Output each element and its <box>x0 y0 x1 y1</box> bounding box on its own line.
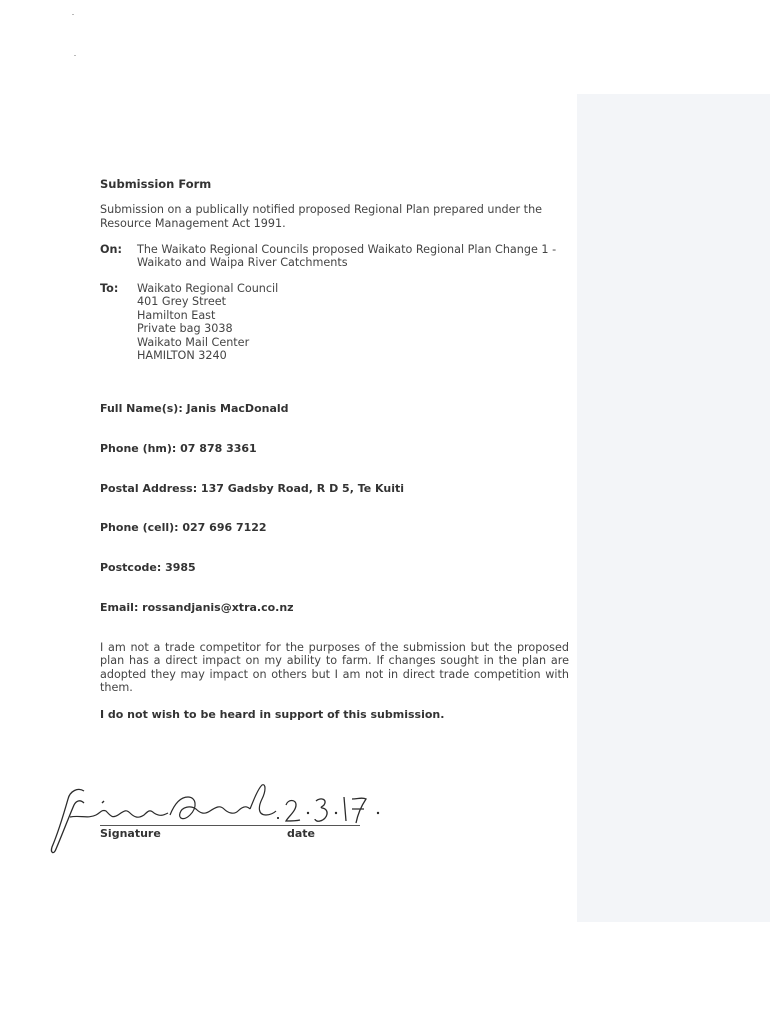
address-line: HAMILTON 3240 <box>137 349 227 363</box>
on-label: On: <box>100 243 122 256</box>
scan-speck <box>72 14 74 15</box>
hearing-statement: I do not wish to be heard in support of this submission. <box>100 708 445 721</box>
phone-home-field: Phone (hm): 07 878 3361 <box>100 442 257 455</box>
to-address <box>137 282 567 362</box>
address-line: Hamilton East <box>137 308 216 322</box>
date-label: date <box>287 827 316 840</box>
address-line: Waikato Regional Council <box>137 282 279 295</box>
scan-shadow <box>577 94 770 922</box>
scan-speck <box>74 55 76 56</box>
on-text: The Waikato Regional Councils proposed Waikato Regional Plan Change 1 - Waikato and Waipa River Catchments <box>137 243 557 270</box>
signature-label: Signature <box>100 827 161 840</box>
address-line: 401 Grey Street <box>137 295 226 309</box>
email-field: Email: rossandjanis@xtra.co.nz <box>100 601 294 614</box>
full-name-field: Full Name(s): Janis MacDonald <box>100 402 289 415</box>
postal-address-field: Postal Address: 137 Gadsby Road, R D 5, Te Kuiti <box>100 482 405 495</box>
form-title: Submission Form <box>100 177 212 191</box>
to-label: To: <box>100 282 119 295</box>
handwritten-date <box>40 775 440 865</box>
form-intro: Submission on a publically notified proposed Regional Plan prepared under the Resource Management Act 1991. <box>100 203 543 230</box>
address-line: Waikato Mail Center <box>137 335 250 349</box>
postcode-field: Postcode: 3985 <box>100 561 196 574</box>
phone-cell-field: Phone (cell): 027 696 7122 <box>100 521 267 534</box>
address-line: Private bag 3038 <box>137 322 233 336</box>
trade-competitor-statement: I am not a trade competitor for the purposes of the submission but the proposed plan has a direct impact on my ability to farm. If changes sought in the plan are adopted they may impact on others but I am not in direct trade competition with them. <box>100 641 569 695</box>
